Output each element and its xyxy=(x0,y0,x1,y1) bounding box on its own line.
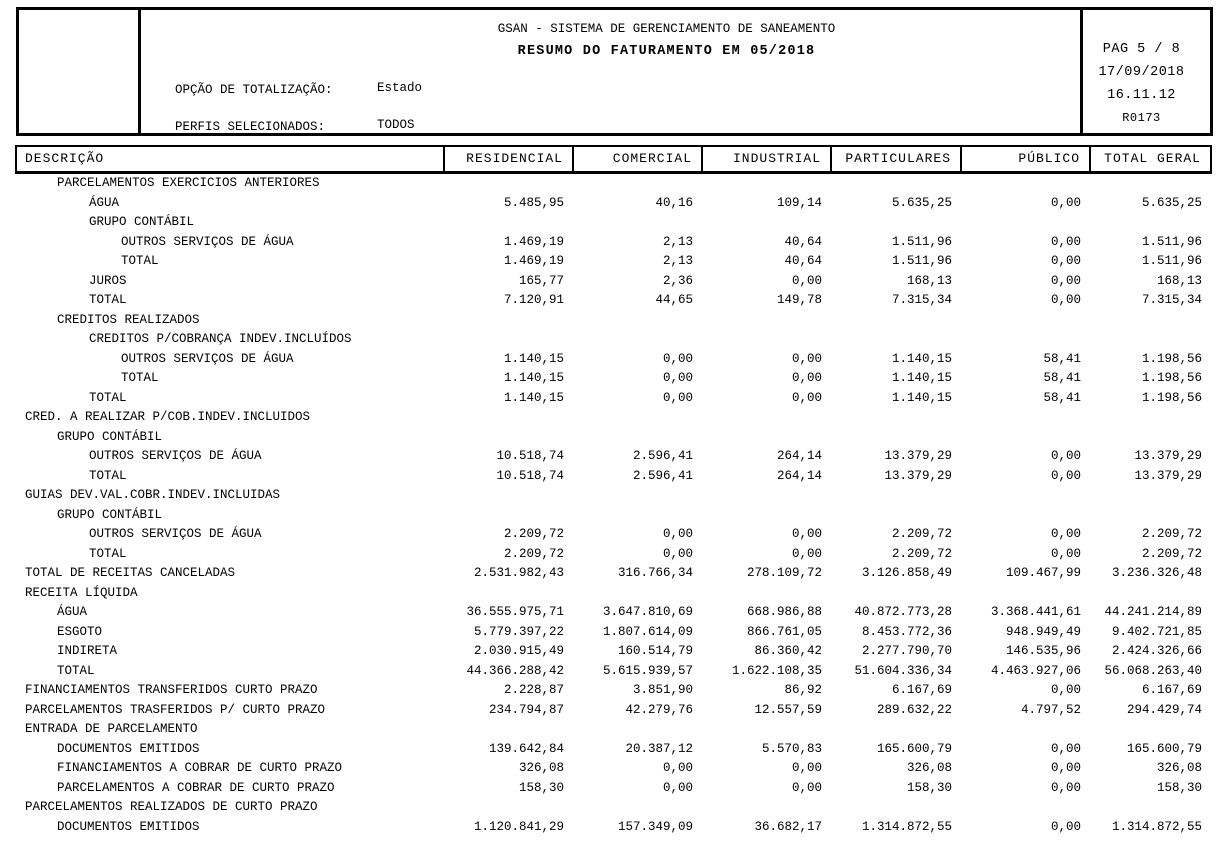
cell-value xyxy=(831,172,961,193)
cell-value: 1.511,96 xyxy=(891,234,952,249)
cell-value xyxy=(573,408,702,428)
cell-value: 1.511,96 xyxy=(891,254,952,269)
cell-value: 1.140,15 xyxy=(891,371,952,386)
cell-value: 2.209,72 xyxy=(503,527,564,542)
table-row xyxy=(16,271,1211,291)
row-label: GRUPO CONTÁBIL xyxy=(57,429,163,444)
cell-value: 0,00 xyxy=(791,390,822,405)
cell-value: 5.485,95 xyxy=(503,195,564,210)
cell-value xyxy=(573,427,702,447)
table-row xyxy=(16,681,1211,701)
billing-summary-table xyxy=(15,145,1212,837)
cell-value xyxy=(961,330,1090,350)
report-time: 16.11.12 xyxy=(1107,88,1176,103)
cell-value xyxy=(831,583,961,603)
cell-value: 0,00 xyxy=(791,371,822,386)
row-label: TOTAL xyxy=(57,663,95,678)
table-row xyxy=(16,427,1211,447)
cell-value: 168,13 xyxy=(906,273,952,288)
cell-value xyxy=(961,583,1090,603)
row-label: FINANCIAMENTOS TRANSFERIDOS CURTO PRAZO xyxy=(25,683,318,698)
cell-value: 0,00 xyxy=(1050,683,1081,698)
row-label: TOTAL xyxy=(89,468,127,483)
table-row xyxy=(16,330,1211,350)
row-label: TOTAL xyxy=(89,390,127,405)
cell-value xyxy=(961,505,1090,525)
cell-value: 0,00 xyxy=(1050,819,1081,834)
cell-value: 86.360,42 xyxy=(754,644,822,659)
cell-value xyxy=(961,172,1090,193)
cell-value: 1.314.872,55 xyxy=(1111,819,1202,834)
cell-value: 0,00 xyxy=(1050,449,1081,464)
cell-value: 1.622.108,35 xyxy=(731,663,822,678)
row-label: PARCELAMENTOS TRASFERIDOS P/ CURTO PRAZO xyxy=(25,702,326,717)
cell-value: 1.198,56 xyxy=(1141,371,1202,386)
cell-value: 294.429,74 xyxy=(1126,702,1202,717)
cell-value: 1.469,19 xyxy=(503,254,564,269)
cell-value: 6.167,69 xyxy=(1141,683,1202,698)
cell-value: 1.511,96 xyxy=(1141,254,1202,269)
header-center xyxy=(141,10,1080,133)
cell-value xyxy=(961,427,1090,447)
cell-value xyxy=(573,172,702,193)
profiles-label: PERFIS SELECIONADOS: xyxy=(175,120,326,134)
cell-value: 0,00 xyxy=(1050,468,1081,483)
cell-value: 158,30 xyxy=(518,780,564,795)
cell-value xyxy=(444,720,573,740)
cell-value: 1.314.872,55 xyxy=(861,819,952,834)
row-label: TOTAL xyxy=(121,254,159,269)
cell-value: 2,13 xyxy=(662,254,693,269)
report-date: 17/09/2018 xyxy=(1098,65,1185,80)
cell-value: 2.209,72 xyxy=(503,546,564,561)
cell-value: 0,00 xyxy=(791,527,822,542)
column-header: PARTICULARES xyxy=(831,146,961,172)
table-row xyxy=(16,486,1211,506)
cell-value: 1.140,15 xyxy=(891,351,952,366)
cell-value: 2,36 xyxy=(662,273,693,288)
table-row xyxy=(16,525,1211,545)
cell-value: 2.209,72 xyxy=(891,527,952,542)
table-row xyxy=(16,213,1211,233)
cell-value: 326,08 xyxy=(906,761,952,776)
cell-value: 58,41 xyxy=(1043,371,1081,386)
cell-value: 7.120,91 xyxy=(503,293,564,308)
table-row xyxy=(16,232,1211,252)
cell-value xyxy=(444,330,573,350)
cell-value: 5.779.397,22 xyxy=(473,624,564,639)
cell-value: 1.807.614,09 xyxy=(602,624,693,639)
row-label: PARCELAMENTOS A COBRAR DE CURTO PRAZO xyxy=(57,780,335,795)
cell-value xyxy=(702,720,831,740)
row-label: CRED. A REALIZAR P/COB.INDEV.INCLUIDOS xyxy=(25,410,311,425)
cell-value: 2.209,72 xyxy=(1141,546,1202,561)
cell-value: 1.198,56 xyxy=(1141,390,1202,405)
cell-value: 2.277.790,70 xyxy=(861,644,952,659)
cell-value: 7.315,34 xyxy=(1141,293,1202,308)
cell-value: 58,41 xyxy=(1043,390,1081,405)
cell-value: 1.140,15 xyxy=(503,390,564,405)
row-label: INDIRETA xyxy=(57,644,118,659)
cell-value xyxy=(702,408,831,428)
cell-value: 0,00 xyxy=(662,546,693,561)
table-row xyxy=(16,310,1211,330)
cell-value: 158,30 xyxy=(906,780,952,795)
table-row xyxy=(16,622,1211,642)
cell-value: 0,00 xyxy=(662,390,693,405)
cell-value xyxy=(444,798,573,818)
table-row xyxy=(16,408,1211,428)
cell-value: 149,78 xyxy=(776,293,822,308)
report-header xyxy=(16,7,1213,136)
table-row xyxy=(16,603,1211,623)
cell-value: 326,08 xyxy=(1156,761,1202,776)
row-label: TOTAL DE RECEITAS CANCELADAS xyxy=(25,566,236,581)
totalization-label: OPÇÃO DE TOTALIZAÇÃO: xyxy=(175,83,333,97)
cell-value: 316.766,34 xyxy=(617,566,693,581)
cell-value xyxy=(1090,330,1211,350)
totalization-value: Estado xyxy=(377,81,423,95)
cell-value xyxy=(444,310,573,330)
cell-value: 0,00 xyxy=(662,351,693,366)
column-header: PÚBLICO xyxy=(961,146,1090,172)
cell-value: 40,16 xyxy=(655,195,693,210)
cell-value xyxy=(444,505,573,525)
cell-value: 866.761,05 xyxy=(746,624,822,639)
cell-value xyxy=(702,486,831,506)
cell-value: 13.379,29 xyxy=(884,449,952,464)
cell-value: 1.198,56 xyxy=(1141,351,1202,366)
cell-value: 40.872.773,28 xyxy=(854,605,952,620)
cell-value: 5.615.939,57 xyxy=(602,663,693,678)
column-header-description: DESCRIÇÃO xyxy=(16,146,444,172)
cell-value: 36.555.975,71 xyxy=(466,605,564,620)
cell-value: 2,13 xyxy=(662,234,693,249)
cell-value: 10.518,74 xyxy=(496,468,564,483)
cell-value: 165.600,79 xyxy=(876,741,952,756)
cell-value: 0,00 xyxy=(1050,293,1081,308)
cell-value xyxy=(702,505,831,525)
table-row xyxy=(16,817,1211,837)
row-label: PARCELAMENTOS EXERCICIOS ANTERIORES xyxy=(57,176,320,191)
cell-value: 0,00 xyxy=(1050,527,1081,542)
cell-value: 10.518,74 xyxy=(496,449,564,464)
cell-value: 2.209,72 xyxy=(891,546,952,561)
table-row xyxy=(16,759,1211,779)
cell-value: 3.647.810,69 xyxy=(602,605,693,620)
cell-value: 0,00 xyxy=(791,546,822,561)
table-row xyxy=(16,466,1211,486)
row-label: CREDITOS REALIZADOS xyxy=(57,312,200,327)
row-label: DOCUMENTOS EMITIDOS xyxy=(57,819,200,834)
cell-value: 12.557,59 xyxy=(754,702,822,717)
cell-value: 0,00 xyxy=(1050,195,1081,210)
cell-value xyxy=(1090,720,1211,740)
cell-value xyxy=(961,486,1090,506)
cell-value: 0,00 xyxy=(662,761,693,776)
cell-value xyxy=(444,583,573,603)
cell-value: 0,00 xyxy=(1050,273,1081,288)
cell-value: 264,14 xyxy=(776,468,822,483)
report-title: RESUMO DO FATURAMENTO EM 05/2018 xyxy=(517,44,816,59)
cell-value: 6.167,69 xyxy=(891,683,952,698)
cell-value: 51.604.336,34 xyxy=(854,663,952,678)
cell-value: 3.236.326,48 xyxy=(1111,566,1202,581)
cell-value: 0,00 xyxy=(1050,761,1081,776)
row-label: PARCELAMENTOS REALIZADOS DE CURTO PRAZO xyxy=(25,800,318,815)
cell-value: 109,14 xyxy=(776,195,822,210)
cell-value xyxy=(831,720,961,740)
cell-value: 139.642,84 xyxy=(488,741,564,756)
row-label: GUIAS DEV.VAL.COBR.INDEV.INCLUIDAS xyxy=(25,488,281,503)
column-header: COMERCIAL xyxy=(573,146,702,172)
table-row xyxy=(16,798,1211,818)
cell-value: 3.368.441,61 xyxy=(990,605,1081,620)
logo-area xyxy=(19,10,141,133)
table-row xyxy=(16,505,1211,525)
cell-value: 44.241.214,89 xyxy=(1104,605,1202,620)
cell-value: 13.379,29 xyxy=(1134,468,1202,483)
cell-value: 2.209,72 xyxy=(1141,527,1202,542)
cell-value xyxy=(831,486,961,506)
cell-value xyxy=(1090,505,1211,525)
cell-value xyxy=(831,310,961,330)
cell-value: 40,64 xyxy=(784,254,822,269)
cell-value: 1.469,19 xyxy=(503,234,564,249)
row-label: TOTAL xyxy=(89,293,127,308)
cell-value: 2.596,41 xyxy=(632,468,693,483)
cell-value xyxy=(702,583,831,603)
cell-value: 109.467,99 xyxy=(1005,566,1081,581)
table-row xyxy=(16,193,1211,213)
cell-value xyxy=(831,408,961,428)
cell-value xyxy=(702,172,831,193)
cell-value: 289.632,22 xyxy=(876,702,952,717)
cell-value: 0,00 xyxy=(1050,254,1081,269)
column-header: INDUSTRIAL xyxy=(702,146,831,172)
cell-value: 2.424.326,66 xyxy=(1111,644,1202,659)
row-label: CREDITOS P/COBRANÇA INDEV.INCLUÍDOS xyxy=(89,332,352,347)
row-label: GRUPO CONTÁBIL xyxy=(57,507,163,522)
row-label: DOCUMENTOS EMITIDOS xyxy=(57,741,200,756)
cell-value: 3.126.858,49 xyxy=(861,566,952,581)
table-row xyxy=(16,349,1211,369)
table-row xyxy=(16,583,1211,603)
cell-value xyxy=(702,427,831,447)
cell-value: 234.794,87 xyxy=(488,702,564,717)
cell-value xyxy=(573,310,702,330)
table-row xyxy=(16,252,1211,272)
totalization-option xyxy=(175,81,423,97)
column-header: RESIDENCIAL xyxy=(444,146,573,172)
cell-value: 44.366.288,42 xyxy=(466,663,564,678)
cell-value xyxy=(1090,583,1211,603)
cell-value xyxy=(961,213,1090,233)
table-row xyxy=(16,642,1211,662)
cell-value: 168,13 xyxy=(1156,273,1202,288)
cell-value xyxy=(444,213,573,233)
cell-value: 40,64 xyxy=(784,234,822,249)
table-row xyxy=(16,172,1211,193)
cell-value: 13.379,29 xyxy=(884,468,952,483)
row-label: RECEITA LÍQUIDA xyxy=(25,585,138,600)
table-row xyxy=(16,388,1211,408)
cell-value: 2.228,87 xyxy=(503,683,564,698)
cell-value: 0,00 xyxy=(791,273,822,288)
row-label: OUTROS SERVIÇOS DE ÁGUA xyxy=(89,449,262,464)
table-row xyxy=(16,778,1211,798)
cell-value: 264,14 xyxy=(776,449,822,464)
cell-value xyxy=(831,330,961,350)
cell-value: 42.279,76 xyxy=(625,702,693,717)
table-row xyxy=(16,720,1211,740)
cell-value xyxy=(831,427,961,447)
cell-value: 1.120.841,29 xyxy=(473,819,564,834)
cell-value: 2.531.982,43 xyxy=(473,566,564,581)
cell-value xyxy=(573,330,702,350)
cell-value: 5.635,25 xyxy=(891,195,952,210)
row-label: TOTAL xyxy=(121,371,159,386)
cell-value: 5.635,25 xyxy=(1141,195,1202,210)
cell-value: 0,00 xyxy=(791,780,822,795)
cell-value xyxy=(444,172,573,193)
cell-value xyxy=(961,310,1090,330)
row-label: ESGOTO xyxy=(57,624,103,639)
cell-value xyxy=(573,505,702,525)
cell-value: 2.030.915,49 xyxy=(473,644,564,659)
table-row xyxy=(16,447,1211,467)
cell-value: 4.797,52 xyxy=(1020,702,1081,717)
row-label: JUROS xyxy=(89,273,127,288)
cell-value: 157.349,09 xyxy=(617,819,693,834)
system-title: GSAN - SISTEMA DE GERENCIAMENTO DE SANEAMENTO xyxy=(497,22,836,36)
cell-value: 0,00 xyxy=(791,761,822,776)
cell-value: 160.514,79 xyxy=(617,644,693,659)
table-row xyxy=(16,564,1211,584)
cell-value: 1.511,96 xyxy=(1141,234,1202,249)
row-label: ÁGUA xyxy=(57,605,88,620)
cell-value xyxy=(831,213,961,233)
report-code: R0173 xyxy=(1122,111,1161,125)
cell-value xyxy=(702,310,831,330)
cell-value xyxy=(573,486,702,506)
cell-value: 1.140,15 xyxy=(891,390,952,405)
cell-value xyxy=(702,213,831,233)
cell-value: 948.949,49 xyxy=(1005,624,1081,639)
cell-value: 56.068.263,40 xyxy=(1104,663,1202,678)
table-row xyxy=(16,291,1211,311)
cell-value xyxy=(702,330,831,350)
table-row xyxy=(16,544,1211,564)
cell-value: 0,00 xyxy=(1050,234,1081,249)
cell-value: 165.600,79 xyxy=(1126,741,1202,756)
cell-value: 165,77 xyxy=(518,273,564,288)
cell-value xyxy=(961,798,1090,818)
cell-value xyxy=(573,798,702,818)
cell-value: 3.851,90 xyxy=(632,683,693,698)
cell-value: 0,00 xyxy=(791,351,822,366)
table-header-row xyxy=(16,146,1211,172)
cell-value xyxy=(444,427,573,447)
cell-value xyxy=(573,583,702,603)
cell-value xyxy=(1090,798,1211,818)
cell-value: 1.140,15 xyxy=(503,371,564,386)
cell-value: 44,65 xyxy=(655,293,693,308)
cell-value xyxy=(1090,172,1211,193)
cell-value: 86,92 xyxy=(784,683,822,698)
cell-value xyxy=(573,213,702,233)
cell-value xyxy=(1090,427,1211,447)
row-label: TOTAL xyxy=(89,546,127,561)
cell-value: 9.402.721,85 xyxy=(1111,624,1202,639)
cell-value: 20.387,12 xyxy=(625,741,693,756)
table-row xyxy=(16,700,1211,720)
row-label: OUTROS SERVIÇOS DE ÁGUA xyxy=(89,527,262,542)
column-header: TOTAL GERAL xyxy=(1090,146,1211,172)
cell-value: 278.109,72 xyxy=(746,566,822,581)
cell-value: 13.379,29 xyxy=(1134,449,1202,464)
cell-value xyxy=(1090,408,1211,428)
cell-value: 8.453.772,36 xyxy=(861,624,952,639)
table-row xyxy=(16,369,1211,389)
cell-value: 326,08 xyxy=(518,761,564,776)
cell-value: 0,00 xyxy=(1050,546,1081,561)
cell-value: 1.140,15 xyxy=(503,351,564,366)
row-label: OUTROS SERVIÇOS DE ÁGUA xyxy=(121,351,294,366)
cell-value: 36.682,17 xyxy=(754,819,822,834)
selected-profiles xyxy=(175,118,415,134)
profiles-value: TODOS xyxy=(377,118,415,132)
row-label: ENTRADA DE PARCELAMENTO xyxy=(25,722,198,737)
cell-value xyxy=(1090,486,1211,506)
cell-value: 0,00 xyxy=(1050,780,1081,795)
cell-value: 146.535,96 xyxy=(1005,644,1081,659)
row-label: ÁGUA xyxy=(89,195,120,210)
cell-value: 2.596,41 xyxy=(632,449,693,464)
cell-value xyxy=(702,798,831,818)
cell-value: 5.570,83 xyxy=(761,741,822,756)
cell-value: 668.986,88 xyxy=(746,605,822,620)
cell-value: 0,00 xyxy=(662,780,693,795)
cell-value xyxy=(961,408,1090,428)
cell-value xyxy=(831,505,961,525)
row-label: FINANCIAMENTOS A COBRAR DE CURTO PRAZO xyxy=(57,761,343,776)
cell-value xyxy=(573,720,702,740)
row-label: OUTROS SERVIÇOS DE ÁGUA xyxy=(121,234,294,249)
cell-value: 0,00 xyxy=(1050,741,1081,756)
cell-value: 0,00 xyxy=(662,371,693,386)
table-row xyxy=(16,739,1211,759)
cell-value: 7.315,34 xyxy=(891,293,952,308)
cell-value xyxy=(1090,213,1211,233)
cell-value xyxy=(444,408,573,428)
cell-value: 4.463.927,06 xyxy=(990,663,1081,678)
cell-value xyxy=(1090,310,1211,330)
cell-value: 0,00 xyxy=(662,527,693,542)
row-label: GRUPO CONTÁBIL xyxy=(89,215,195,230)
cell-value xyxy=(444,486,573,506)
table-row xyxy=(16,661,1211,681)
cell-value: 158,30 xyxy=(1156,780,1202,795)
cell-value xyxy=(961,720,1090,740)
cell-value xyxy=(831,798,961,818)
cell-value: 58,41 xyxy=(1043,351,1081,366)
page-indicator: PAG 5 / 8 xyxy=(1102,42,1181,57)
